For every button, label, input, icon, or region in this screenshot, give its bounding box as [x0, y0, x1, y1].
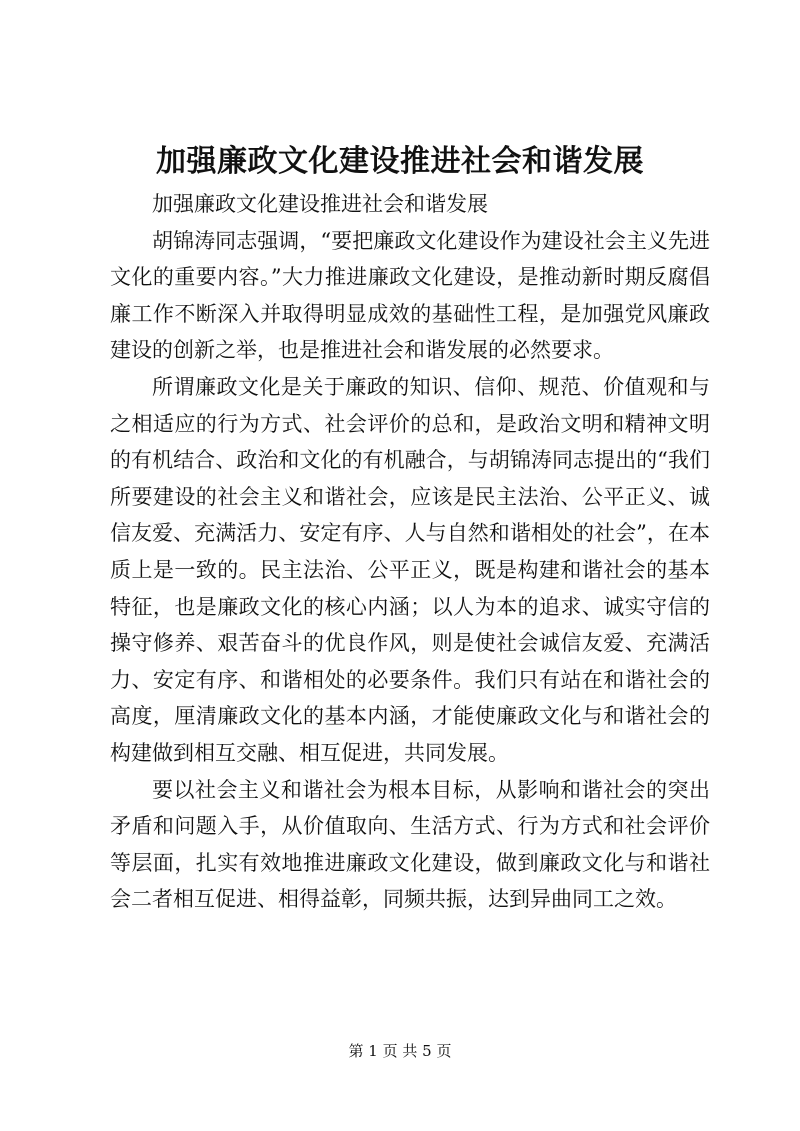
paragraph-subtitle: 加强廉政文化建设推进社会和谐发展 [152, 192, 488, 216]
document-title: 加强廉政文化建设推进社会和谐发展 [156, 144, 644, 179]
paragraph-2: 所谓廉政文化是关于廉政的知识、信仰、规范、价值观和与之相适应的行为方式、社会评价的总和，是政治文明和精神文明的有机结合、政治和文化的有机融合，与胡锦涛同志提出的“我们所要建设的社会主义和谐社会，应该是民主法治、公平正义、诚信友爱、充满活力、安定有序、人与自然和谐相处的社会”，在本质上是一致的。民主法治、公平正义，既是构建和谐社会的基本特征，也是廉政文化的核心内涵；以人为本的追求、诚实守信的操守修养、艰苦奋斗的优良作风，则是使社会诚信友爱、充满活力、安定有序、和谐相处的必要条件。我们只有站在和谐社会的高度，厘清廉政文化的基本内涵，才能使廉政文化与和谐社会的构建做到相互交融、相互促进，共同发展。 [110, 374, 710, 765]
paragraph-1: 胡锦涛同志强调，“要把廉政文化建设作为建设社会主义先进文化的重要内容。”大力推进廉政文化建设，是推动新时期反腐倡廉工作不断深入并取得明显成效的基础性工程，是加强党风廉政建设的创新之举，也是推进社会和谐发展的必然要求。 [110, 228, 710, 363]
page-number-footer: 第 1 页 共 5 页 [348, 1042, 452, 1060]
paragraph-3: 要以社会主义和谐社会为根本目标，从影响和谐社会的突出矛盾和问题入手，从价值取向、生活方式、行为方式和社会评价等层面，扎实有效地推进廉政文化建设，做到廉政文化与和谐社会二者相互促进、相得益彰，同频共振，达到异曲同工之效。 [110, 777, 710, 912]
document-body [110, 186, 710, 918]
